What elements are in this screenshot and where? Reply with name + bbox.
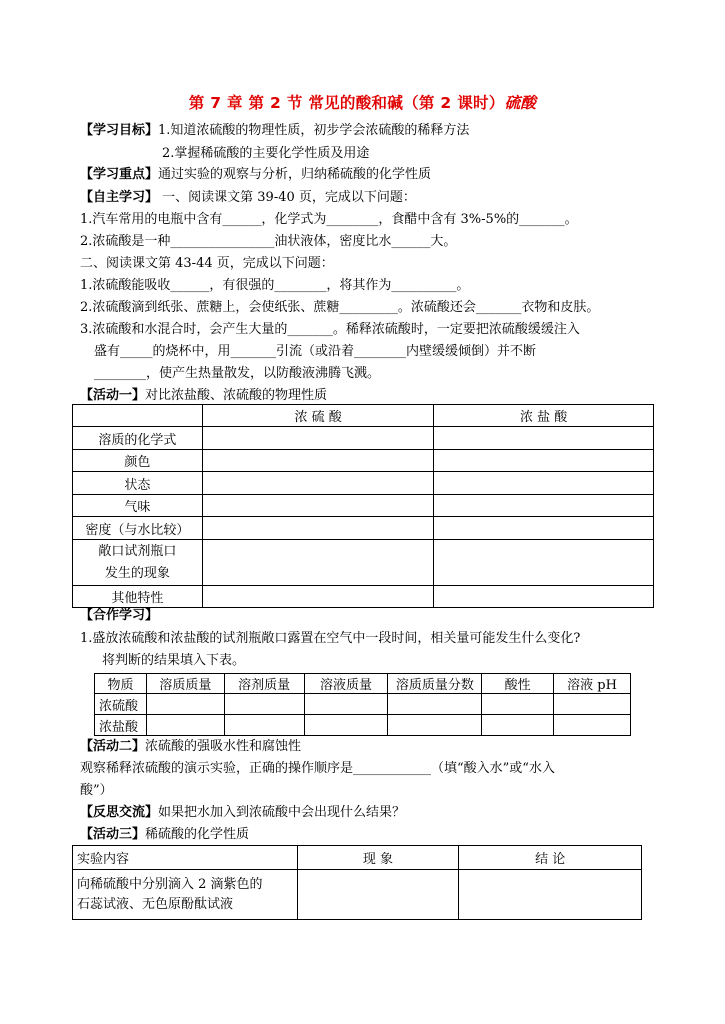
answer-cell [434, 472, 654, 495]
table-row [73, 405, 654, 427]
table-row [95, 715, 631, 736]
table-header-cell: 溶液质量 [304, 674, 388, 694]
table-row [73, 586, 654, 608]
coop-table [94, 673, 631, 736]
reflect-text: 如果把水加入到浓硫酸中会出现什么结果？ [158, 805, 406, 820]
activity2-question-cont: 酸”） [80, 783, 113, 798]
answer-cell [304, 694, 388, 715]
table-header-cell [73, 405, 203, 427]
title-main: 第 7 章 第 2 节 常见的酸和碱（第 2 课时） [188, 94, 505, 112]
title-topic: 硫酸 [504, 94, 537, 112]
table-row [95, 674, 631, 694]
table-row [73, 427, 654, 450]
self-study-q3: 1.浓硫酸能吸收______，有很强的________，将其作为__________。 [80, 278, 470, 293]
row-label: 颜色 [73, 450, 203, 472]
table-header-cell: 溶剂质量 [224, 674, 304, 694]
answer-cell [224, 694, 304, 715]
answer-cell [202, 540, 434, 586]
focus-line [80, 166, 431, 184]
row-label: 气味 [73, 495, 203, 517]
focus-text: 通过实验的观察与分析，归纳稀硫酸的化学性质 [158, 167, 432, 182]
answer-cell [459, 870, 642, 920]
table-row [73, 517, 654, 540]
activity2-line [80, 738, 301, 756]
table-header-cell: 实验内容 [73, 846, 298, 870]
table-row [73, 870, 642, 920]
self-study-q1: 1.汽车常用的电瓶中含有______，化学式为________，食醋中含有 3%-5%的_______。 [80, 212, 578, 227]
answer-cell [202, 586, 434, 608]
goals-label: 【学习目标】 [80, 123, 159, 138]
reflect-label: 【反思交流】 [80, 805, 159, 820]
table-row [73, 540, 654, 586]
activity1-line [80, 387, 327, 405]
answer-cell [202, 472, 434, 495]
activity1-table [72, 404, 654, 608]
reflect-line [80, 804, 405, 822]
table-row [73, 450, 654, 472]
table-header-cell: 酸性 [482, 674, 554, 694]
answer-cell [297, 870, 459, 920]
answer-cell [202, 427, 434, 450]
table-row [73, 495, 654, 517]
row-label: 溶质的化学式 [73, 427, 203, 450]
answer-cell [482, 715, 554, 736]
coop-label [80, 607, 158, 625]
table-header-cell: 物质 [95, 674, 147, 694]
answer-cell [224, 715, 304, 736]
experiment-line2: 石蕊试液、无色原酚酞试液 [77, 896, 234, 912]
experiment-line1: 向稀硫酸中分别滴入 2 滴紫色的 [77, 876, 263, 892]
self-study-part2: 二、阅读课文第 43-44 页，完成以下问题： [80, 256, 334, 271]
self-study-label: 【自主学习】 [80, 190, 159, 205]
self-study-q5c: ________，使产生热量散发，以防酸液沸腾飞溅。 [94, 366, 381, 381]
self-study-q2: 2.浓硫酸是一种________________油状液体，密度比水______大。 [80, 234, 457, 249]
goals-line [80, 122, 469, 140]
answer-cell [202, 495, 434, 517]
table-header-cell: 溶质质量分数 [388, 674, 482, 694]
answer-cell [388, 715, 482, 736]
answer-cell [482, 694, 554, 715]
row-label: 浓硫酸 [95, 694, 147, 715]
answer-cell [146, 694, 224, 715]
answer-cell [146, 715, 224, 736]
activity3-table [72, 845, 642, 920]
row-label: 浓盐酸 [95, 715, 147, 736]
row-label [73, 540, 203, 586]
goals-item-1: 1.知道浓硫酸的物理性质，初步学会浓硫酸的稀释方法 [158, 123, 470, 138]
self-study-q5a: 3.浓硫酸和水混合时，会产生大量的_______。稀释浓硫酸时，一定要把浓硫酸缓缓注入 [80, 322, 580, 337]
self-study-q5b: 盛有_____的烧杯中，用_______引流（或沿着________内壁缓缓倾倒）并不断 [94, 344, 537, 359]
answer-cell [388, 694, 482, 715]
table-header-cell: 浓 盐 酸 [434, 405, 654, 427]
table-header-cell: 溶液 pH [554, 674, 631, 694]
row-label: 状态 [73, 472, 203, 495]
table-row [73, 846, 642, 870]
answer-cell [202, 517, 434, 540]
focus-label: 【学习重点】 [80, 167, 159, 182]
coop-q1b: 将判断的结果填入下表。 [102, 653, 246, 668]
activity3-text: 稀硫酸的化学性质 [145, 827, 250, 842]
answer-cell [434, 517, 654, 540]
row-label: 密度（与水比较） [73, 517, 203, 540]
table-header-cell: 现 象 [297, 846, 459, 870]
activity3-line [80, 826, 249, 844]
answer-cell [434, 450, 654, 472]
goals-item-2: 2.掌握稀硫酸的主要化学性质及用途 [162, 146, 370, 161]
answer-cell [434, 495, 654, 517]
table-header-cell: 溶质质量 [146, 674, 224, 694]
coop-label-text: 【合作学习】 [80, 608, 159, 623]
answer-cell [554, 694, 631, 715]
answer-cell [202, 450, 434, 472]
self-study-line [80, 189, 416, 207]
table-row [95, 694, 631, 715]
row-label-line2: 发生的现象 [104, 565, 170, 581]
activity1-label: 【活动一】 [80, 388, 146, 403]
row-label-line1: 敞口试剂瓶口 [98, 543, 177, 559]
self-study-part1: 一、阅读课文第 39-40 页，完成以下问题： [162, 190, 416, 205]
self-study-q4: 2.浓硫酸滴到纸张、蔗糖上，会使纸张、蔗糖_________。浓硫酸还会_______衣物和皮肤。 [80, 300, 600, 315]
activity2-label: 【活动二】 [80, 739, 146, 754]
activity1-text: 对比浓盐酸、浓硫酸的物理性质 [145, 388, 328, 403]
activity2-question: 观察稀释浓硫酸的演示实验，正确的操作顺序是____________（填“酸入水”或“水入 [80, 761, 555, 776]
table-row [73, 472, 654, 495]
answer-cell [434, 586, 654, 608]
row-label: 其他特性 [73, 586, 203, 608]
page-title [0, 91, 725, 113]
activity3-label: 【活动三】 [80, 827, 146, 842]
table-header-cell: 浓 硫 酸 [202, 405, 434, 427]
table-header-cell: 结 论 [459, 846, 642, 870]
answer-cell [434, 427, 654, 450]
experiment-cell [73, 870, 298, 920]
coop-q1: 1.盛放浓硫酸和浓盐酸的试剂瓶敞口露置在空气中一段时间，相关量可能发生什么变化? [80, 631, 581, 646]
answer-cell [304, 715, 388, 736]
activity2-text: 浓硫酸的强吸水性和腐蚀性 [145, 739, 302, 754]
answer-cell [554, 715, 631, 736]
answer-cell [434, 540, 654, 586]
